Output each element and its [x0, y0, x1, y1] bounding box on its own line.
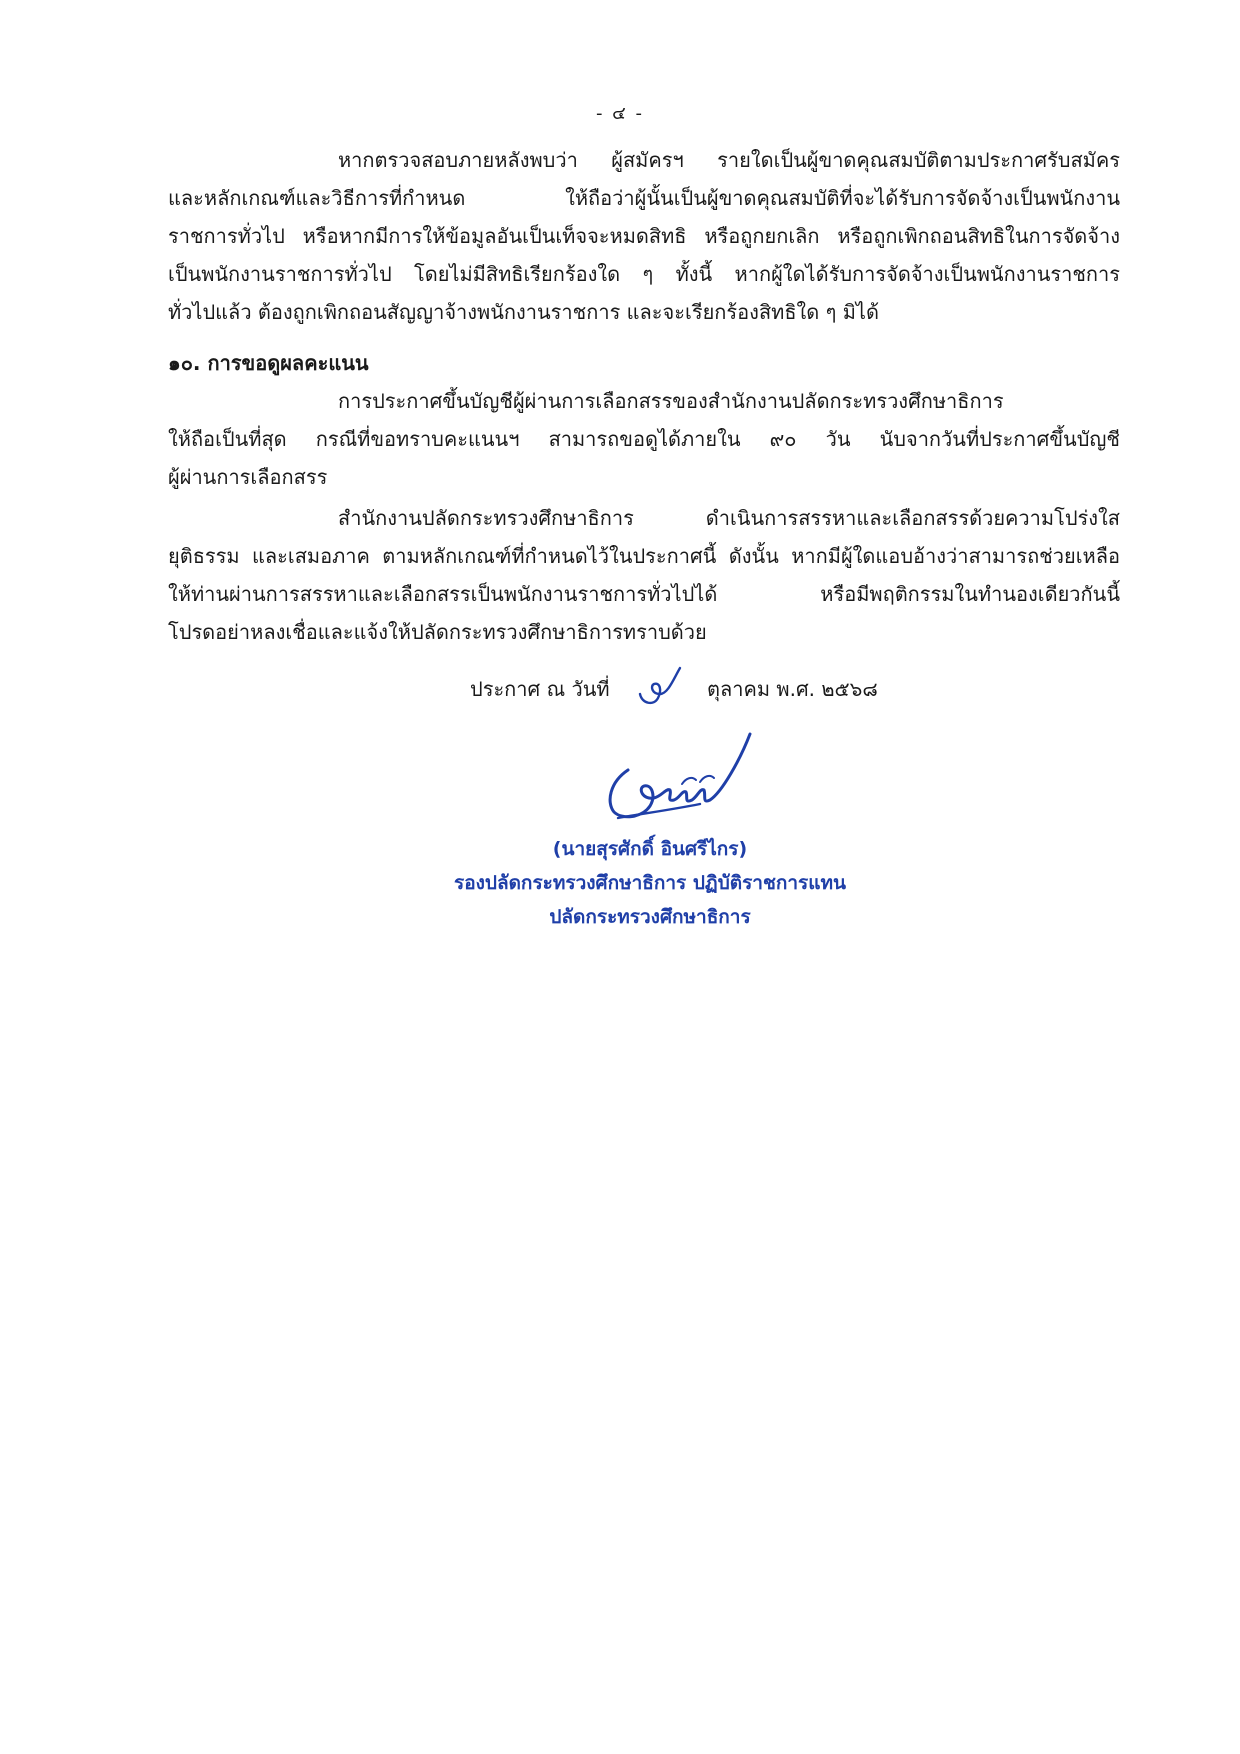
- paragraph-line: โปรดอย่าหลงเชื่อและแจ้งให้ปลัดกระทรวงศึกษาธิการทราบด้วย: [168, 620, 707, 644]
- paragraph-line: ผู้ผ่านการเลือกสรร: [168, 465, 328, 489]
- handwritten-day: [632, 670, 684, 708]
- paragraph-transparency: [168, 499, 1120, 651]
- issue-date-prefix: ประกาศ ณ วันที่: [470, 677, 610, 701]
- signer-name: (นายสุรศักดิ์ อินศรีไกร): [552, 838, 748, 860]
- paragraph-disqualification: [168, 141, 1120, 331]
- paragraph-line: และหลักเกณฑ์และวิธีการที่กำหนด ให้ถือว่าผู้นั้นเป็นผู้ขาดคุณสมบัติที่จะได้รับการจัดจ้างเป็นพนักงาน: [168, 186, 1120, 210]
- paragraph-line: ให้ท่านผ่านการสรรหาและเลือกสรรเป็นพนักงานราชการทั่วไปได้ หรือมีพฤติกรรมในทำนองเดียวกันนี้: [168, 582, 1120, 606]
- signer-block: [420, 832, 880, 934]
- signature-mark: [600, 730, 760, 830]
- paragraph-line: ทั่วไปแล้ว ต้องถูกเพิกถอนสัญญาจ้างพนักงานราชการ และจะเรียกร้องสิทธิใด ๆ มิได้: [168, 300, 879, 324]
- paragraph-line: สำนักงานปลัดกระทรวงศึกษาธิการ ดำเนินการสรรหาและเลือกสรรด้วยความโปร่งใส: [338, 506, 1120, 530]
- paragraph-line: การประกาศขึ้นบัญชีผู้ผ่านการเลือกสรรของสำนักงานปลัดกระทรวงศึกษาธิการ: [338, 389, 1004, 413]
- page-number: - ๔ -: [595, 103, 645, 124]
- paragraph-line: หากตรวจสอบภายหลังพบว่า ผู้สมัครฯ รายใดเป็นผู้ขาดคุณสมบัติตามประกาศรับสมัคร: [338, 148, 1120, 172]
- issue-date-line: [470, 670, 878, 708]
- paragraph-line: เป็นพนักงานราชการทั่วไป โดยไม่มีสิทธิเรียกร้องใด ๆ ทั้งนี้ หากผู้ใดได้รับการจัดจ้างเป็นพนักงานราชการ: [168, 262, 1120, 286]
- paragraph-score-review: [168, 382, 1120, 496]
- signer-position: รองปลัดกระทรวงศึกษาธิการ ปฏิบัติราชการแทน: [454, 872, 846, 894]
- section-heading: ๑๐. การขอดูผลคะแนน: [168, 351, 369, 375]
- paragraph-line: ราชการทั่วไป หรือหากมีการให้ข้อมูลอันเป็นเท็จจะหมดสิทธิ หรือถูกยกเลิก หรือถูกเพิกถอนสิทธิในการจัดจ้าง: [168, 224, 1120, 248]
- paragraph-line: ยุติธรรม และเสมอภาค ตามหลักเกณฑ์ที่กำหนดไว้ในประกาศนี้ ดังนั้น หากมีผู้ใดแอบอ้างว่าสามารถช่วยเหลือ: [168, 544, 1120, 568]
- signer-position-sub: ปลัดกระทรวงศึกษาธิการ: [549, 906, 751, 928]
- issue-date-month-year: ตุลาคม พ.ศ. ๒๕๖๘: [707, 677, 878, 701]
- paragraph-line: ให้ถือเป็นที่สุด กรณีที่ขอทราบคะแนนฯ สามารถขอดูได้ภายใน ๙๐ วัน นับจากวันที่ประกาศขึ้นบัญชี: [168, 427, 1120, 451]
